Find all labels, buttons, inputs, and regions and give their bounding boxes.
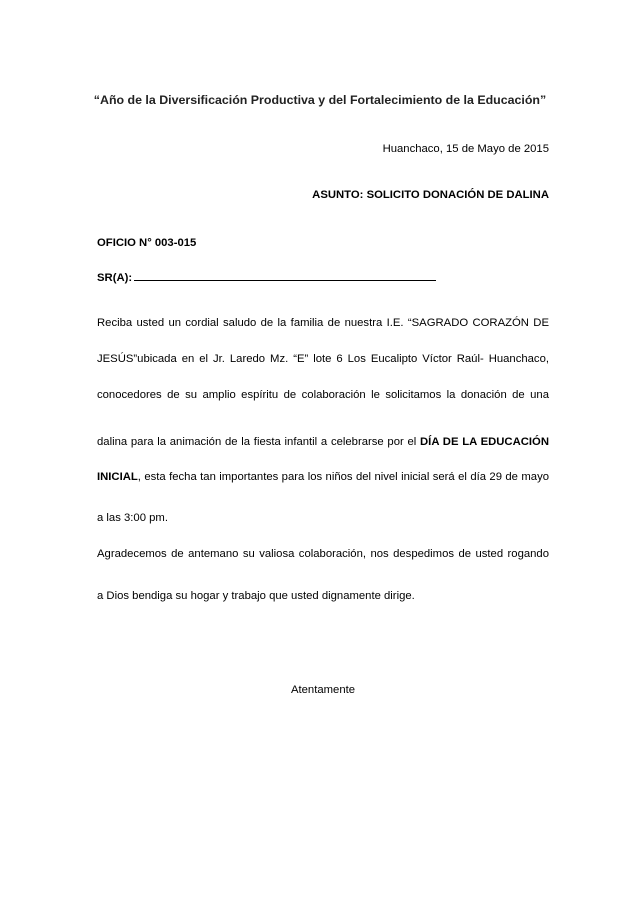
body-line-4-text: dalina para la animación de la fiesta infantil a celebrarse por el xyxy=(97,436,417,448)
body-line-6: a las 3:00 pm. xyxy=(97,512,168,524)
recipient-line xyxy=(97,270,549,284)
body-line-4 xyxy=(97,436,549,448)
closing: Atentamente xyxy=(290,684,356,696)
body-line-1: Reciba usted un cordial saludo de la familia de nuestra I.E. “SAGRADO CORAZÓN DE xyxy=(97,317,549,329)
body-line-5-text: , esta fecha tan importantes para los niños del nivel inicial será el día 29 de mayo xyxy=(137,471,549,483)
subject-line: ASUNTO: SOLICITO DONACIÓN DE DALINA xyxy=(312,189,549,201)
body-line-2: JESÚS”ubicada en el Jr. Laredo Mz. “E” lote 6 Los Eucalipto Víctor Raúl- Huanchaco, xyxy=(97,353,549,365)
recipient-label: SR(A): xyxy=(97,272,133,284)
body-line-5 xyxy=(97,471,549,483)
recipient-blank xyxy=(134,270,436,281)
thanks-line-1: Agradecemos de antemano su valiosa colaboración, nos despedimos de usted rogando xyxy=(97,548,549,560)
thanks-line-2: a Dios bendiga su hogar y trabajo que usted dignamente dirige. xyxy=(97,590,415,602)
place-date: Huanchaco, 15 de Mayo de 2015 xyxy=(382,143,549,155)
year-motto: “Año de la Diversificación Productiva y del Fortalecimiento de la Educación” xyxy=(93,93,547,107)
inicial-bold: INICIAL xyxy=(97,471,138,483)
office-number: OFICIO N° 003-015 xyxy=(97,237,197,249)
body-line-3: conocedores de su amplio espíritu de colaboración le solicitamos la donación de una xyxy=(97,389,549,401)
education-day-bold: DÍA DE LA EDUCACIÓN xyxy=(420,436,549,448)
